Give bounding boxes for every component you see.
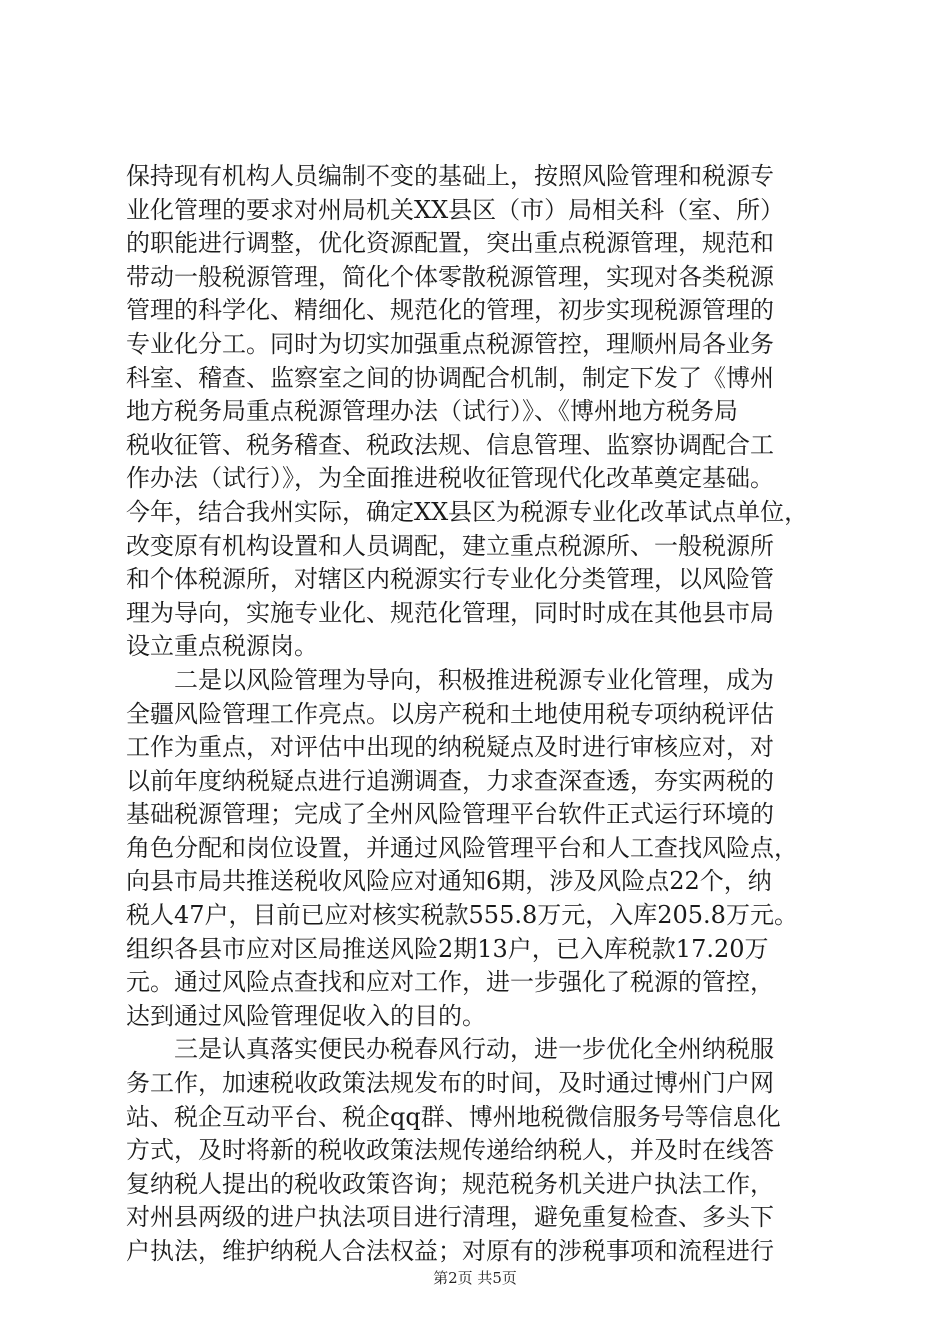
text-line: 户执法，维护纳税人合法权益；对原有的涉税事项和流程进行	[126, 1237, 774, 1265]
text-line: 税收征管、税务稽查、税政法规、信息管理、监察协调配合工	[126, 430, 774, 459]
text-line: 地方税务局重点税源管理办法（试行）》、《博州地方税务局	[126, 397, 738, 426]
text-line: 今年，结合我州实际，确定XX县区为税源专业化改革试点单位，	[126, 497, 809, 526]
text-line: 专业化分工。同时为切实加强重点税源管控，理顺州局各业务	[126, 329, 774, 358]
text-line: 工作为重点，对评估中出现的纳税疑点及时进行审核应对，对	[126, 733, 774, 762]
text-line: 科室、稽查、监察室之间的协调配合机制，制定下发了《博州	[126, 363, 774, 392]
text-line: 设立重点税源岗。	[126, 632, 318, 661]
text-line: 带动一般税源管理，简化个体零散税源管理，实现对各类税源	[126, 262, 774, 291]
text-line: 对州县两级的进户执法项目进行清理，避免重复检查、多头下	[126, 1203, 774, 1232]
text-line: 全疆风险管理工作亮点。以房产税和土地使用税专项纳税评估	[126, 699, 774, 728]
text-line: 务工作，加速税收政策法规发布的时间，及时通过博州门户网	[126, 1069, 774, 1098]
text-line: 作办法（试行）》，为全面推进税收征管现代化改革奠定基础。	[126, 464, 774, 493]
text-line: 复纳税人提出的税收政策咨询；规范税务机关进户执法工作，	[126, 1169, 774, 1198]
text-line: 方式，及时将新的税收政策法规传递给纳税人，并及时在线答	[126, 1136, 774, 1165]
text-line: 保持现有机构人员编制不变的基础上，按照风险管理和税源专	[126, 162, 774, 190]
text-line: 站、税企互动平台、税企qq群、博州地税微信服务号等信息化	[126, 1102, 781, 1131]
text-line: 业化管理的要求对州局机关XX县区（市）局相关科（室、所）	[126, 195, 785, 224]
text-line: 基础税源管理；完成了全州风险管理平台软件正式运行环境的	[126, 800, 774, 829]
text-line: 税人47户，目前已应对核实税款555.8万元，入库205.8万元。	[126, 901, 798, 930]
text-line: 达到通过风险管理促收入的目的。	[126, 1001, 486, 1030]
text-line: 改变原有机构设置和人员调配，建立重点税源所、一般税源所	[126, 531, 774, 560]
body-text	[126, 160, 826, 1269]
text-line: 组织各县市应对区局推送风险2期13户，已入库税款17.20万	[126, 934, 769, 963]
text-line: 角色分配和岗位设置，并通过风险管理平台和人工查找风险点，	[126, 833, 798, 862]
text-line: 以前年度纳税疑点进行追溯调查，力求查深查透，夯实两税的	[126, 766, 774, 795]
text-line: 三是认真落实便民办税春风行动，进一步优化全州纳税服	[126, 1035, 774, 1064]
text-line: 元。通过风险点查找和应对工作，进一步强化了税源的管控，	[126, 968, 774, 997]
text-line: 和个体税源所，对辖区内税源实行专业化分类管理，以风险管	[126, 565, 774, 594]
text-line: 向县市局共推送税收风险应对通知6期，涉及风险点22个，纳	[126, 867, 772, 896]
page-footer: 第2页 共5页	[433, 1269, 517, 1287]
text-line: 管理的科学化、精细化、规范化的管理，初步实现税源管理的	[126, 296, 774, 325]
text-line: 二是以风险管理为导向，积极推进税源专业化管理，成为	[126, 665, 774, 694]
text-line: 的职能进行调整，优化资源配置，突出重点税源管理，规范和	[126, 229, 774, 258]
text-line: 理为导向，实施专业化、规范化管理，同时时成在其他县市局	[126, 598, 774, 627]
